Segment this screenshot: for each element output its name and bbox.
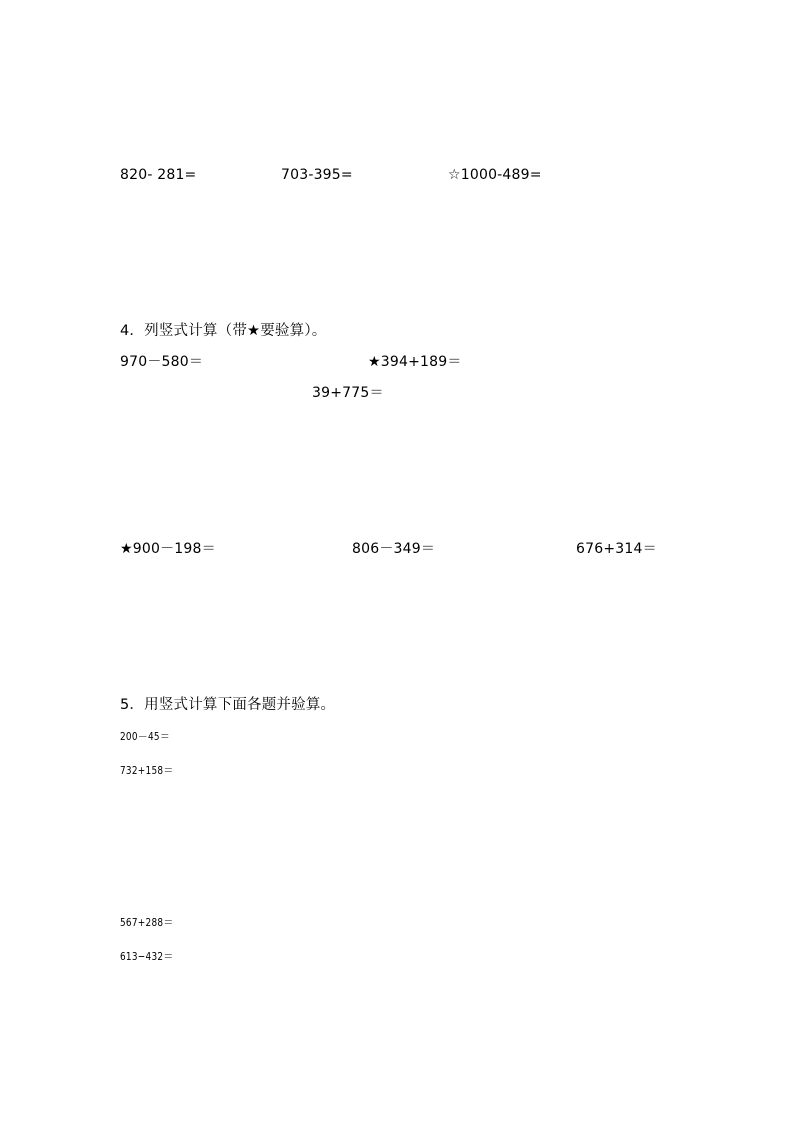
problem-732-158: 732+158＝ — [120, 764, 174, 777]
problem-1000-489: ☆1000-489= — [448, 167, 542, 183]
problem-900-198: ★900－198＝ — [120, 541, 216, 557]
section-5-heading: 5．用竖式计算下面各题并验算。 — [120, 697, 336, 713]
problem-39-775: 39+775＝ — [312, 385, 384, 401]
problem-567-288: 567+288＝ — [120, 916, 174, 929]
problem-970-580: 970－580＝ — [120, 354, 204, 370]
problem-394-189: ★394+189＝ — [368, 354, 462, 370]
problem-200-45: 200－45＝ — [120, 730, 171, 743]
problem-806-349: 806－349＝ — [352, 541, 436, 557]
problem-676-314: 676+314＝ — [576, 541, 657, 557]
problem-820-281: 820- 281= — [120, 167, 197, 183]
problem-613-432: 613−432＝ — [120, 950, 174, 963]
problem-703-395: 703-395= — [281, 167, 353, 183]
section-4-heading: 4．列竖式计算（带★要验算）。 — [120, 323, 327, 339]
